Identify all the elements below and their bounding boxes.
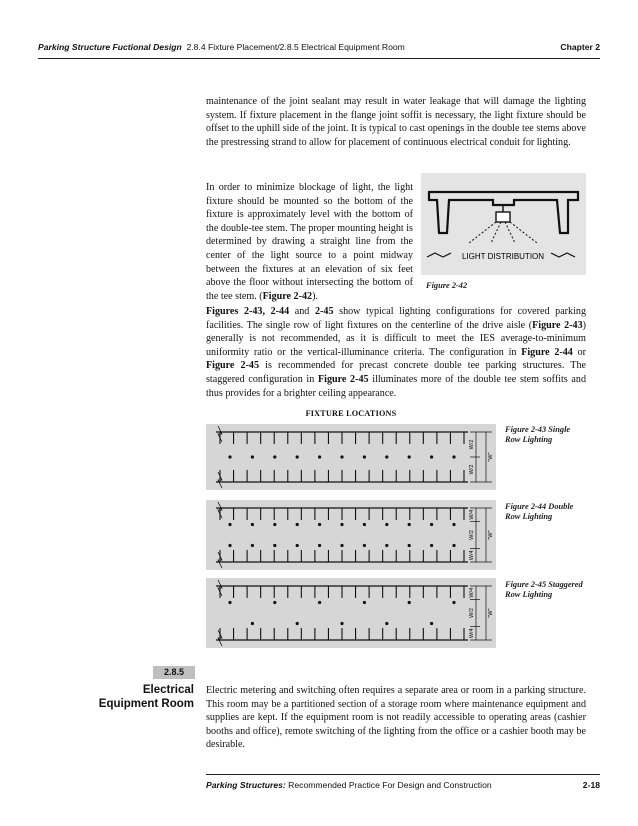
light-fixture [363,455,366,458]
dimension-label-half: W/2 [469,608,475,618]
light-fixture [385,622,388,625]
double-tee-diagram [421,173,586,275]
light-fixture [363,523,366,526]
dimension-label-quarter: W/4 [469,628,475,639]
figure-list-ref: Figures 2-43, 2-44 [206,306,290,317]
light-fixture [408,601,411,604]
light-fixture [273,455,276,458]
paragraph-4: Electric metering and switching often requires a separate area or room in a parking structure. This room may be a partitioned section of a storage room where maintenance equipment and supplies are kept. If the equipment room is not readily accessible to operating areas (cashier booths and office), remote switching of the lighting from the office or a cashier booth may be desirable. [206,685,586,751]
light-fixture [228,455,231,458]
light-fixture [251,544,254,547]
header-title: Parking Structure Fuctional Design [38,42,182,52]
light-fixture [452,523,455,526]
light-fixture [340,622,343,625]
light-fixture [385,455,388,458]
header-left [38,42,405,52]
section-title [50,684,194,711]
light-fixture [296,544,299,547]
figure-2-45-list-ref: 2-45 [315,306,334,317]
light-fixture [296,523,299,526]
light-fixture [273,544,276,547]
footer-subtitle: Recommended Practice For Design and Construction [288,780,492,790]
header-rule [38,58,600,59]
light-fixture [228,601,231,604]
figure-2-42 [421,173,586,275]
section-title-line-2: Equipment Room [98,697,194,710]
single-row-plan [206,424,496,490]
running-header [38,42,600,58]
figure-2-45-caption: Figure 2-45 Staggered Row Lighting [505,580,583,600]
paragraph-3-text-1: show typical lighting configurations for covered parking facilities. The single row of light fixtures on the centerline of the drive aisle ( [206,306,586,331]
light-fixture [318,544,321,547]
dimension-label-half: W/2 [469,439,475,450]
light-fixture [385,544,388,547]
page-number: 2-18 [582,780,600,790]
paragraph-2 [206,181,413,303]
section-number: 2.8.5 [153,666,195,679]
light-fixture [296,455,299,458]
paragraph-3 [206,305,586,400]
figure-2-45 [206,578,496,648]
footer-title: Parking Structures: [206,780,286,790]
light-fixture [251,622,254,625]
figure-2-42-caption: Figure 2-42 [426,281,468,290]
light-fixture [228,523,231,526]
light-fixture [363,544,366,547]
light-fixture [273,523,276,526]
paragraph-1: maintenance of the joint sealant may result in water leakage that will damage the lighting system. If fixture placement in the flange joint soffit is necessary, the light fixture should be offset to the uphill side of the joint. It is typical to cast openings in the double tee stems above the prestressing strand to allow for placement of continuous electrical conduit for lighting. [206,96,586,148]
dimension-label-width: "W" [488,452,494,462]
light-fixture [340,544,343,547]
section-title-line-1: Electrical [142,684,194,696]
paragraph-2-figure-ref: Figure 2-42 [262,290,313,302]
light-fixture [228,544,231,547]
light-fixture [318,455,321,458]
footer-rule [206,774,600,775]
figure-2-44 [206,500,496,570]
dimension-label-width: "W" [488,530,494,540]
paragraph-3-text-2: ) generally is not recommended, as it is difficult to meet the IES average-to-minimum uniformity ratio or the vertical-illuminance criteria. The configuration in [206,319,586,358]
double-row-plan [206,500,496,570]
figure-2-45-ref-a: Figure 2-45 [206,360,260,372]
light-fixture [296,622,299,625]
fixture-locations-title: FIXTURE LOCATIONS [305,409,397,418]
light-fixture [452,601,455,604]
figure-2-44-caption: Figure 2-44 Double Row Lighting [505,502,574,522]
figure-2-44-ref: Figure 2-44 [521,346,573,358]
light-distribution-label: LIGHT DISTRIBUTION [461,252,545,261]
dimension-label-width: "W" [488,608,494,618]
light-fixture [430,622,433,625]
figure-2-45-ref-b: Figure 2-45 [317,373,369,385]
paragraph-2-end: ). [312,290,318,302]
light-fixture [318,523,321,526]
light-fixture [430,523,433,526]
light-fixture [385,523,388,526]
conjunction-and: and [294,306,310,317]
light-fixture [408,523,411,526]
figure-2-43 [206,424,496,490]
light-fixture [363,601,366,604]
figure-2-43-ref: Figure 2-43 [532,319,583,331]
conjunction-or: or [577,346,587,358]
light-fixture [430,455,433,458]
light-fixture [340,523,343,526]
light-fixture [452,455,455,458]
paragraph-2-text: In order to minimize blockage of light, the light fixture should be mounted so the bottom of the fixture is approximately level with the bottom of the double-tee stem. The proper mounting height is determined by drawing a straight line from the center of the light source to a point midway between the fixtures at an elevation of six feet above the floor without intersecting the bottom of the tee stem. ( [206,182,413,302]
light-fixture [251,523,254,526]
paragraph-3-text-3: is recommended for precast concrete double tee parking structures. The staggered configuration in [206,360,586,385]
light-fixture [408,544,411,547]
header-section: 2.8.4 Fixture Placement/2.8.5 Electrical Equipment Room [186,42,405,52]
light-fixture [318,601,321,604]
footer-left [206,780,492,790]
dimension-label-half: W/2 [469,464,475,475]
dimension-label-quarter: W/4 [469,587,475,598]
figure-2-43-caption: Figure 2-43 Single Row Lighting [505,425,571,445]
light-fixture [251,455,254,458]
light-fixture [452,544,455,547]
light-fixture [408,455,411,458]
light-fixture [430,544,433,547]
header-chapter: Chapter 2 [560,42,600,52]
dimension-label-quarter: W/4 [469,550,475,561]
dimension-label-quarter: W/4 [469,509,475,520]
light-fixture [340,455,343,458]
dimension-label-half: W/2 [469,530,475,540]
paragraph-3-text-4: illuminates more of the double tee stem soffits and thus provides for a brighter ceiling appearance. [206,373,586,399]
light-fixture [273,601,276,604]
staggered-row-plan [206,578,496,648]
